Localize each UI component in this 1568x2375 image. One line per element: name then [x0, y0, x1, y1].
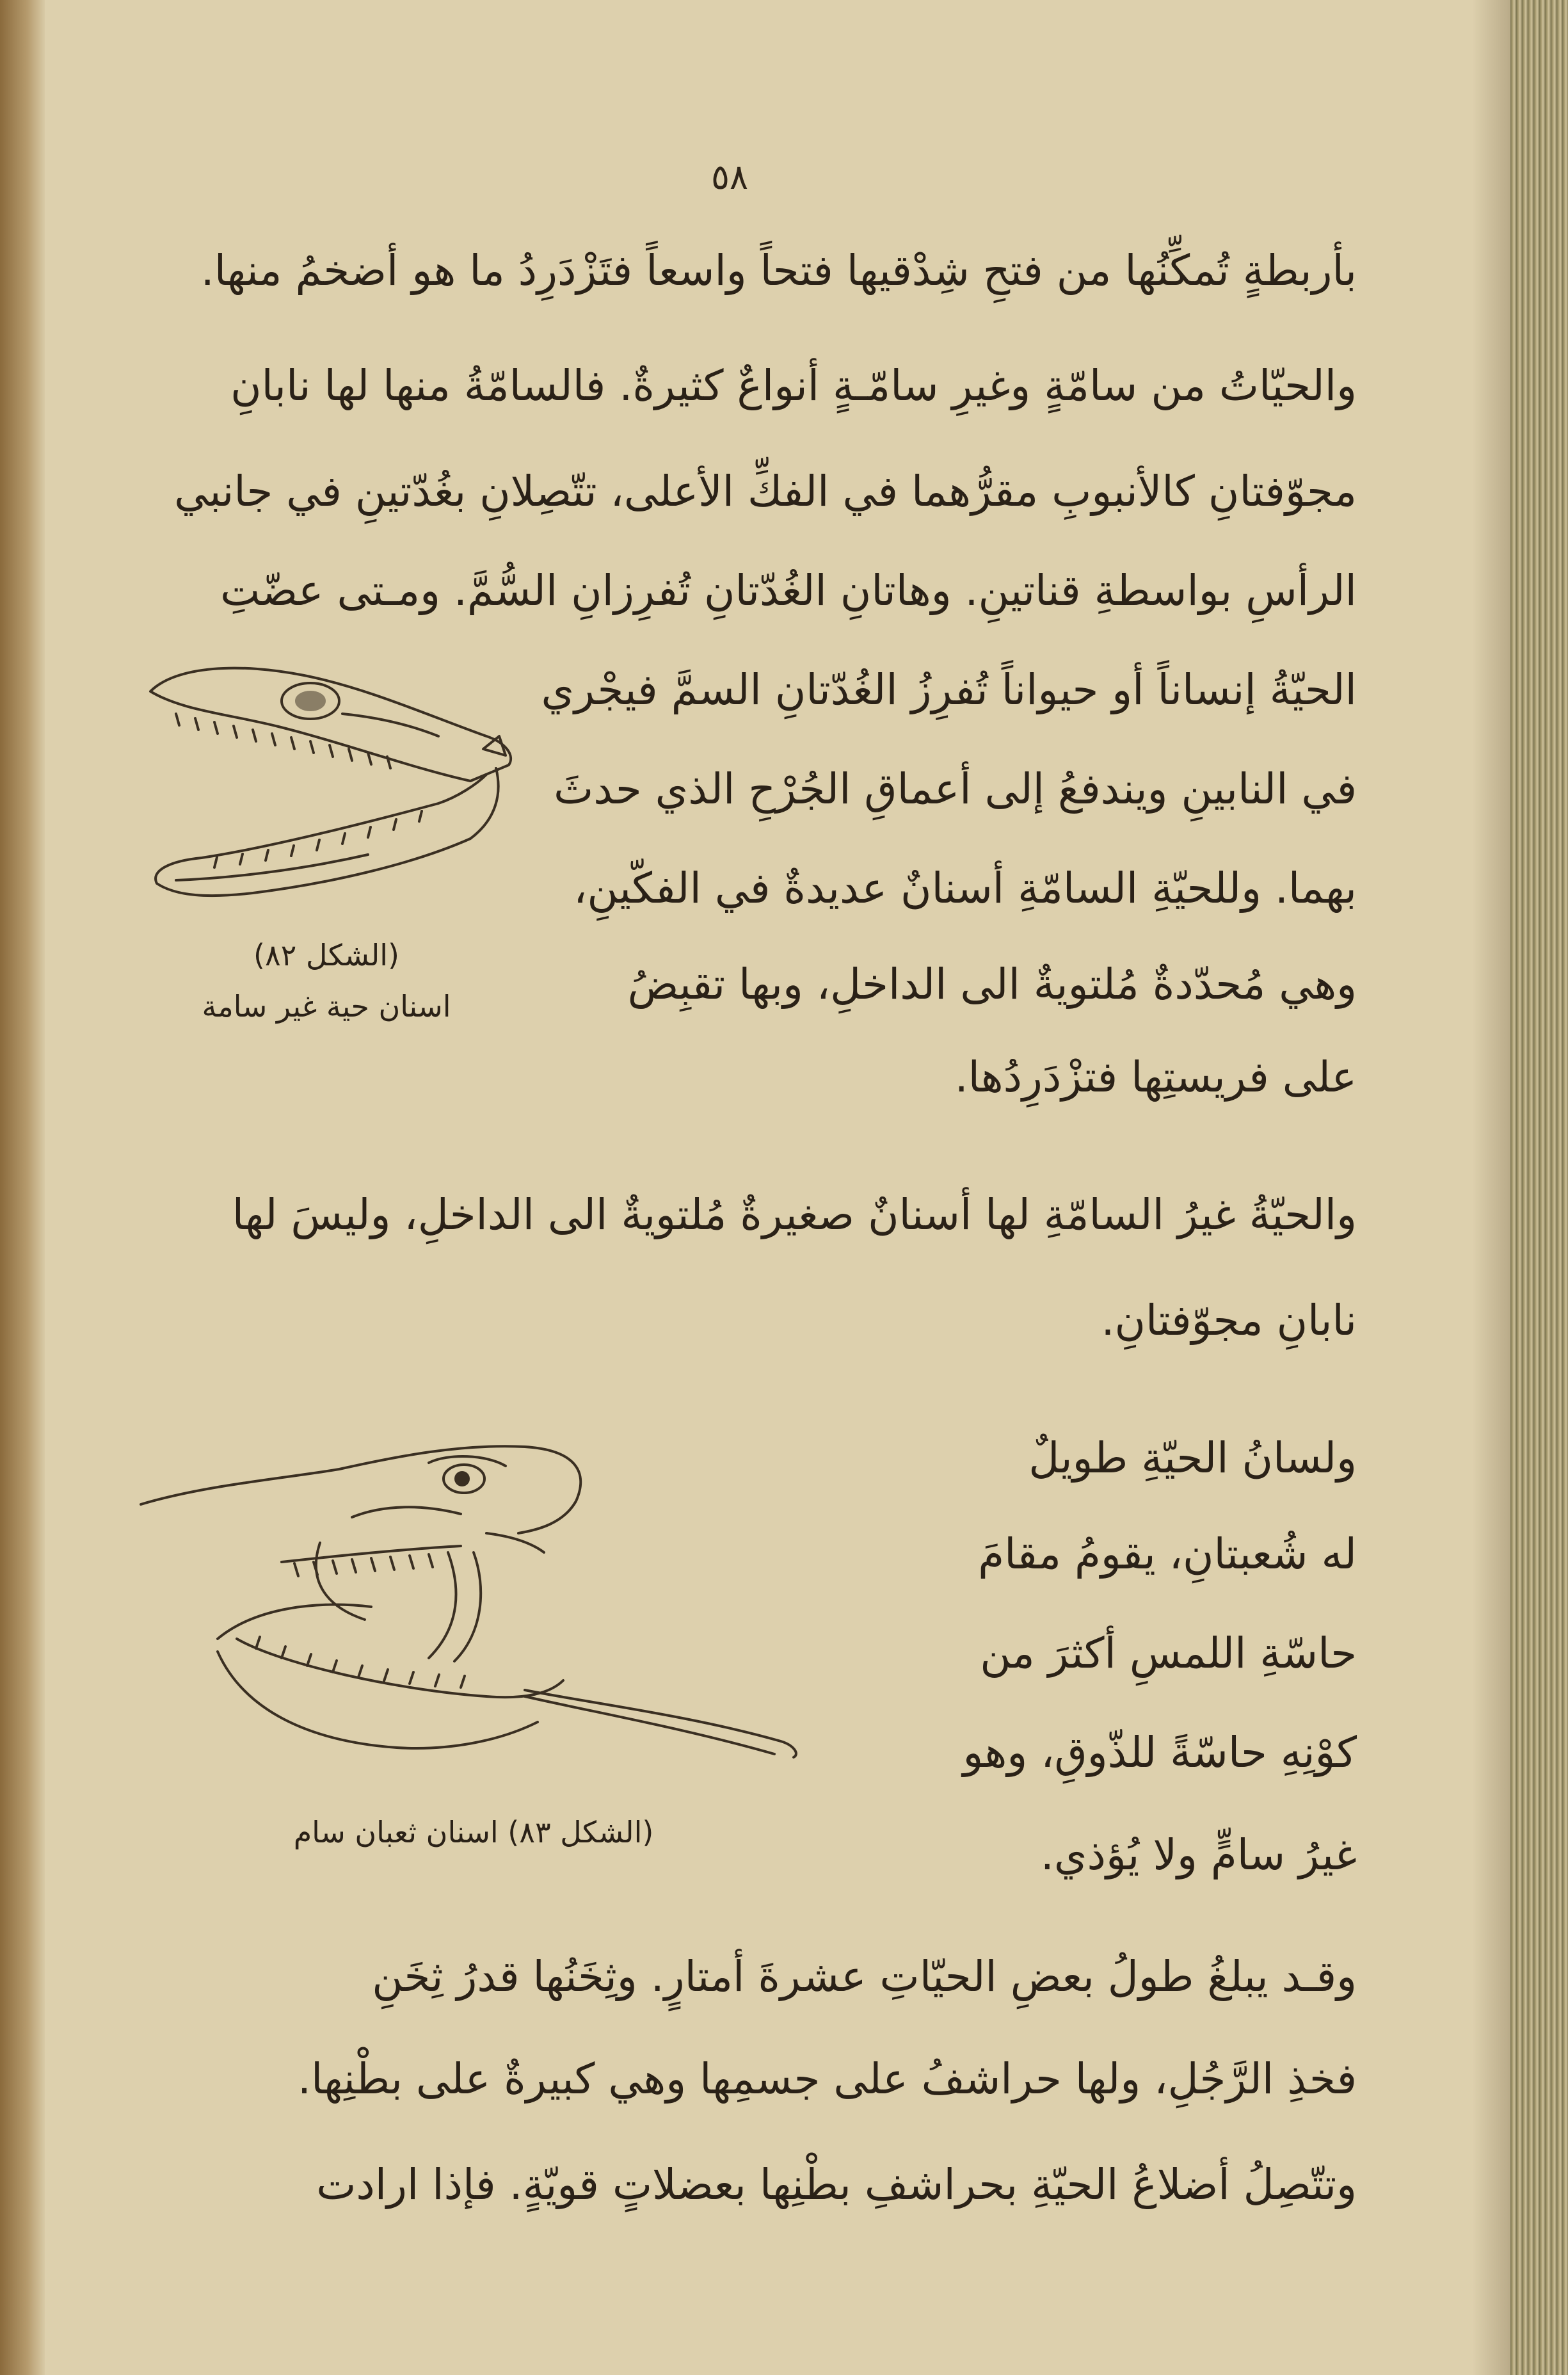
text-line: بهما. وللحيّةِ السامّةِ أسنانٌ عديدةٌ في الفكّينِ، — [573, 864, 1357, 913]
text-line: حاسّةِ اللمسِ أكثرَ من — [980, 1629, 1357, 1678]
book-gutter — [0, 0, 45, 2375]
text-line: مجوّفتانِ كالأنبوبِ مقرُّهما في الفكِّ الأعلى، تتّصِلانِ بغُدّتينِ في جانبي — [174, 467, 1357, 516]
text-line: والحيّاتُ من سامّةٍ وغيرِ سامّـةٍ أنواعٌ كثيرةٌ. فالسامّةُ منها لها نابانِ — [230, 361, 1357, 410]
text-line: له شُعبتانِ، يقومُ مقامَ — [978, 1529, 1357, 1579]
text-line: الرأسِ بواسطةِ قناتينِ. وهاتانِ الغُدّتانِ تُفرِزانِ السُّمَّ. ومـتى عضّتِ — [220, 566, 1357, 615]
figure-83-illustration — [128, 1440, 819, 1786]
figure-82-illustration — [138, 653, 522, 922]
figure-83-label: (الشكل ٨٣) اسنان ثعبان سام — [293, 1815, 654, 1849]
text-line: على فريستِها فتزْدَرِدُها. — [954, 1052, 1357, 1102]
text-line: الحيّةُ إنساناً أو حيواناً تُفرِزُ الغُدّتانِ السمَّ فيجْري — [541, 665, 1357, 714]
figure-82-caption: اسنان حية غير سامة — [202, 989, 451, 1024]
text-line: كوْنِهِ حاسّةً للذّوقِ، وهو — [963, 1728, 1357, 1777]
page-number: ٥٨ — [710, 157, 748, 197]
text-line: والحيّةُ غيرُ السامّةِ لها أسنانٌ صغيرةٌ مُلتويةٌ الى الداخلِ، وليسَ لها — [232, 1190, 1357, 1239]
text-line: نابانِ مجوّفتانِ. — [1101, 1296, 1357, 1345]
text-line: فخذِ الرَّجُلِ، ولها حراشفُ على جسمِها وهي كبيرةٌ على بطْنِها. — [298, 2054, 1357, 2104]
page-edge-shadow — [1472, 0, 1510, 2375]
text-line: وقـد يبلغُ طولُ بعضِ الحيّاتِ عشرةَ أمتارٍ. وثِخَنُها قدرُ ثِخَنِ — [372, 1952, 1357, 2001]
page-stack-edge — [1510, 0, 1568, 2375]
text-line: وتتّصِلُ أضلاعُ الحيّةِ بحراشفِ بطْنِها بعضلاتٍ قويّةٍ. فإذا ارادت — [316, 2160, 1357, 2209]
text-line: ولسانُ الحيّةِ طويلٌ — [1028, 1433, 1357, 1483]
figure-82-label: (الشكل ٨٢) — [253, 938, 399, 972]
text-line: في النابينِ ويندفعُ إلى أعماقِ الجُرْحِ الذي حدثَ — [554, 764, 1357, 814]
text-line: بأربطةٍ تُمكِّنُها من فتحِ شِدْقيها فتحاً واسعاً فتَزْدَرِدُ ما هو أضخمُ منها. — [200, 246, 1357, 295]
text-line: غيرُ سامٍّ ولا يُؤذي. — [1040, 1830, 1357, 1880]
text-line: وهي مُحدّدةٌ مُلتويةٌ الى الداخلِ، وبها تقبِضُ — [627, 960, 1357, 1009]
